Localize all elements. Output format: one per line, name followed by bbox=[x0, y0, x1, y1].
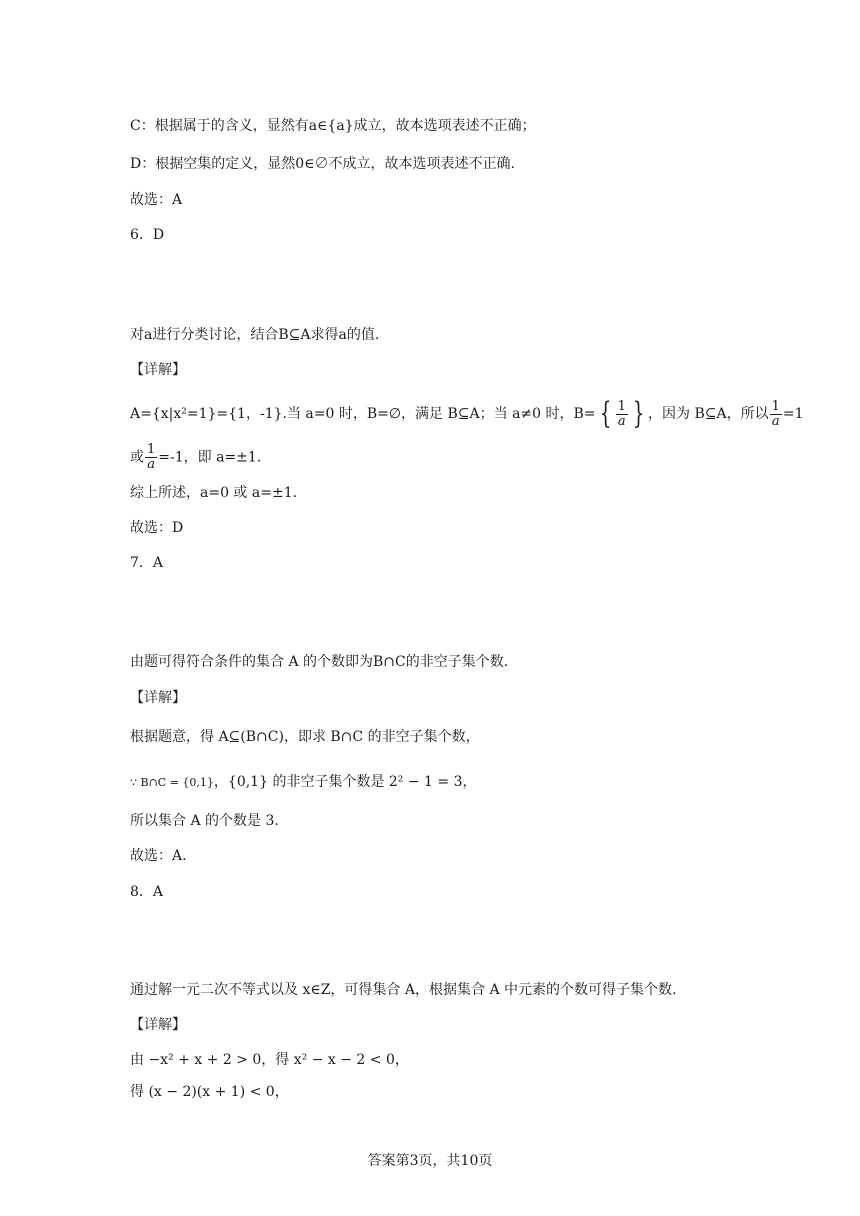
question-8-analysis: 通过解一元二次不等式以及 x∈Z，可得集合 A，根据集合 A 中元素的个数可得子集个数. bbox=[130, 982, 677, 998]
question-6-detail-line-1 bbox=[130, 396, 804, 432]
question-7-detail-line-1: 根据题意，得 A⊆(B∩C)，即求 B∩C 的非空子集个数， bbox=[130, 729, 480, 745]
choose-line-5: 故选：A bbox=[130, 192, 183, 208]
question-7-choose: 故选：A. bbox=[130, 848, 187, 864]
q7-line2-part-b: ，{0,1} 的非空子集个数是 2² − 1 = 3， bbox=[213, 774, 477, 790]
question-7-analysis: 由题可得符合条件的集合 A 的个数即为B∩C的非空子集个数. bbox=[130, 654, 509, 670]
fraction-numerator: 1 bbox=[147, 442, 156, 457]
set-brace: { $\frac{1}{a}$ } bbox=[599, 396, 645, 431]
option-d-text: D：根据空集的定义，显然0∈∅不成立，故本选项表述不正确. bbox=[130, 156, 515, 172]
question-6-header: 6．D bbox=[130, 227, 165, 243]
q6-line1-part-c: =1 bbox=[782, 406, 804, 422]
question-7-detail-line-2 bbox=[130, 772, 477, 793]
option-c-text: C：根据属于的含义，显然有a∈{a}成立，故本选项表述不正确； bbox=[130, 118, 536, 134]
question-8-header: 8．A bbox=[130, 884, 164, 900]
q6-line1-part-b: ，因为 B⊆A，所以 bbox=[648, 406, 769, 422]
question-6-summary: 综上所述，a=0 或 a=±1. bbox=[130, 485, 298, 501]
fraction-denominator: a bbox=[147, 457, 156, 472]
question-8-detail-line-1: 由 −x² + x + 2 > 0，得 x² − x − 2 < 0， bbox=[130, 1052, 409, 1068]
page-footer: 答案第3页，共10页 bbox=[367, 1153, 493, 1169]
q6-line2-part-a: 或 bbox=[130, 449, 144, 466]
q7-line2-part-a: ∵ B∩C = {0,1} bbox=[130, 776, 214, 789]
question-7-header: 7．A bbox=[130, 555, 164, 571]
question-6-analysis: 对a进行分类讨论，结合B⊆A求得a的值. bbox=[130, 327, 380, 343]
question-6-detail-tag: 【详解】 bbox=[130, 362, 186, 378]
fraction-denominator: a bbox=[771, 413, 780, 429]
q6-line2-part-b: =-1，即 a=±1. bbox=[158, 449, 262, 466]
question-7-detail-line-3: 所以集合 A 的个数是 3. bbox=[130, 813, 279, 829]
question-7-detail-tag: 【详解】 bbox=[130, 690, 186, 706]
question-6-choose: 故选：D bbox=[130, 520, 184, 536]
fraction-numerator: 1 bbox=[617, 398, 626, 414]
q6-line1-part-a: A={x|x²=1}={1，-1}.当 a=0 时，B=∅，满足 B⊆A；当 a≠0 时，B= bbox=[130, 406, 596, 422]
question-6-detail-line-2 bbox=[130, 443, 261, 472]
question-8-detail-tag: 【详解】 bbox=[130, 1017, 186, 1033]
fraction-denominator: a bbox=[617, 413, 626, 429]
fraction-numerator: 1 bbox=[771, 398, 780, 414]
question-8-detail-line-2: 得 (x − 2)(x + 1) < 0， bbox=[130, 1084, 289, 1100]
